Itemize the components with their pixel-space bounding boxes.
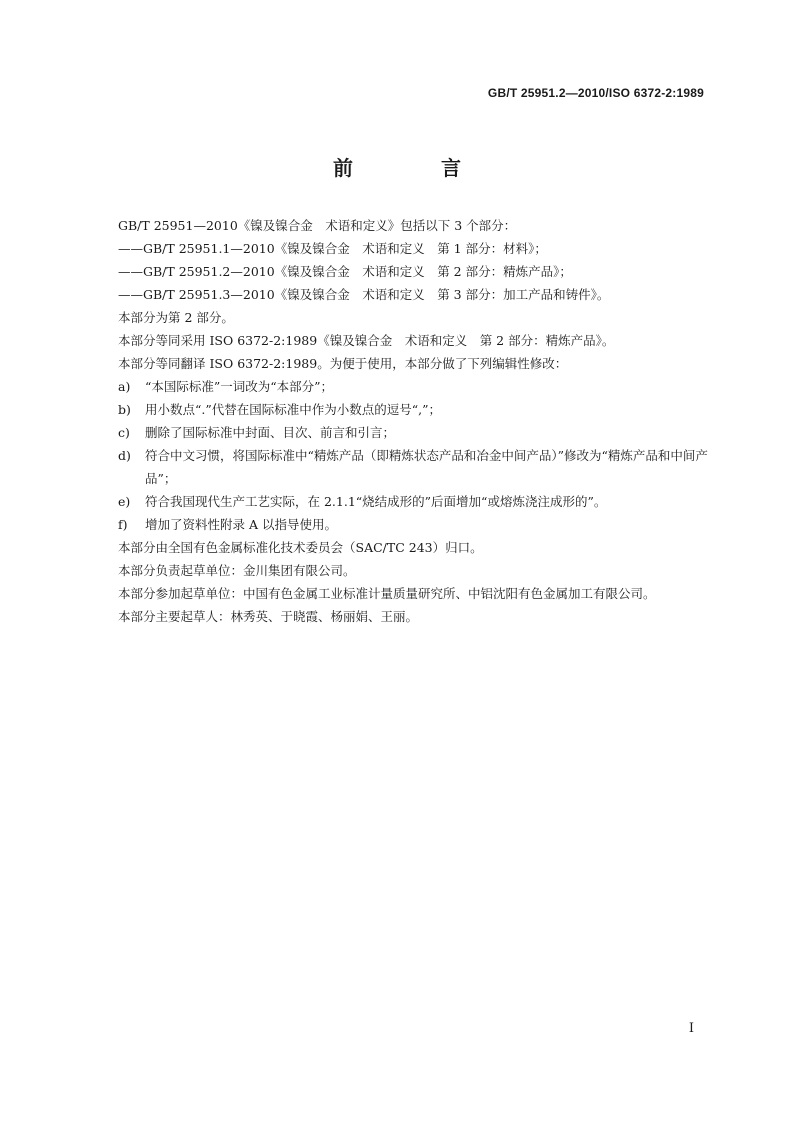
- list-item: [118, 398, 708, 421]
- list-item-label: d): [118, 448, 131, 463]
- list-item-label: a): [118, 379, 131, 394]
- page-title: 前 言: [333, 156, 495, 180]
- paragraph-drafters: 本部分主要起草人：林秀英、于晓霞、杨丽娟、王丽。: [118, 609, 419, 624]
- list-item-text: 删除了国际标准中封面、目次、前言和引言；: [145, 425, 396, 440]
- page-number: I: [688, 1021, 694, 1036]
- list-item-text: 增加了资料性附录 A 以指导使用。: [145, 517, 337, 532]
- paragraph-drafting-unit: 本部分负责起草单位：金川集团有限公司。: [118, 563, 356, 578]
- paragraph: 本部分等同翻译 ISO 6372-2:1989。为便于使用，本部分做了下列编辑性修改：: [118, 356, 568, 371]
- list-item-label: e): [118, 494, 131, 509]
- list-item-label: f): [118, 517, 128, 532]
- list-item: [118, 490, 708, 513]
- paragraph-part-2: ——GB/T 25951.2—2010《镍及镍合金 术语和定义 第 2 部分：精炼产品》；: [118, 264, 572, 279]
- list-item-text: 符合中文习惯，将国际标准中“精炼产品（即精炼状态产品和冶金中间产品）”修改为“精炼产品和中间产品”；: [145, 448, 708, 486]
- list-item-text: “本国际标准”一词改为“本部分”；: [145, 379, 334, 394]
- list-item: [118, 513, 708, 536]
- paragraph: GB/T 25951—2010《镍及镍合金 术语和定义》包括以下 3 个部分：: [118, 218, 517, 233]
- document-body: [118, 214, 708, 628]
- list-item: [118, 421, 708, 444]
- paragraph: 本部分等同采用 ISO 6372-2:1989《镍及镍合金 术语和定义 第 2 部分：精炼产品》。: [118, 333, 615, 348]
- paragraph: 本部分为第 2 部分。: [118, 310, 234, 325]
- list-item: [118, 444, 708, 490]
- list-item-label: c): [118, 425, 130, 440]
- standard-code: GB/T 25951.2—2010/ISO 6372-2:1989: [487, 86, 704, 100]
- paragraph-part-1: ——GB/T 25951.1—2010《镍及镍合金 术语和定义 第 1 部分：材料》；: [118, 241, 547, 256]
- paragraph-part-3: ——GB/T 25951.3—2010《镍及镍合金 术语和定义 第 3 部分：加工产品和铸件》。: [118, 287, 610, 302]
- list-item: [118, 375, 708, 398]
- paragraph-participating-units: 本部分参加起草单位：中国有色金属工业标准计量质量研究所、中铝沈阳有色金属加工有限公司。: [118, 586, 656, 601]
- paragraph-committee: 本部分由全国有色金属标准化技术委员会（SAC/TC 243）归口。: [118, 540, 483, 555]
- list-item-label: b): [118, 402, 131, 417]
- list-item-text: 符合我国现代生产工艺实际，在 2.1.1“烧结成形的”后面增加“或熔炼浇注成形的”。: [145, 494, 607, 509]
- list-item-text: 用小数点“.”代替在国际标准中作为小数点的逗号“,”；: [145, 402, 442, 417]
